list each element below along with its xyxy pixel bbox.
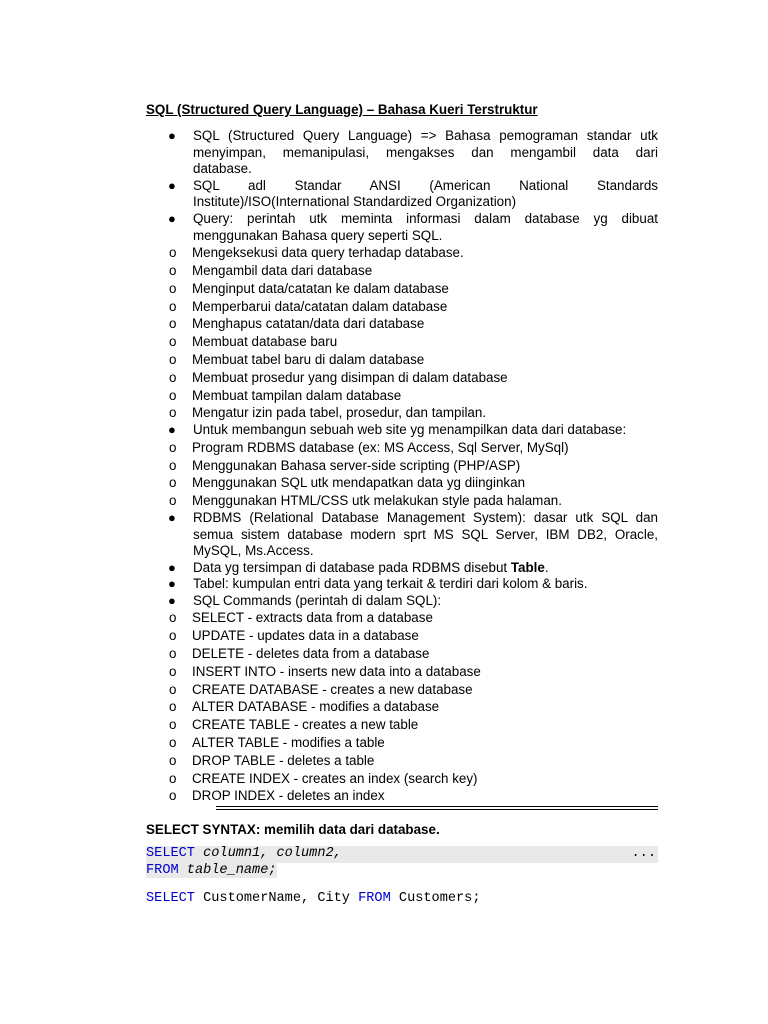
sublist-item: o ALTER DATABASE - modifies a database: [169, 699, 440, 715]
circle-bullet-icon: o: [169, 298, 177, 314]
sublist-item: o Membuat prosedur yang disimpan di dalam database: [169, 369, 508, 385]
sublist-item: o CREATE INDEX - creates an index (search key): [169, 770, 478, 786]
bullet-icon: ●: [168, 509, 176, 525]
circle-bullet-icon: o: [169, 334, 177, 350]
sublist-item: o Menggunakan Bahasa server-side scripting (PHP/ASP): [169, 457, 521, 473]
circle-bullet-icon: o: [169, 717, 177, 733]
main-content: [146, 128, 658, 805]
circle-bullet-icon: o: [169, 245, 177, 261]
code-columns: column1, column2,: [194, 846, 342, 861]
sublist-item: o Mengatur izin pada tabel, prosedur, dan tampilan.: [169, 405, 487, 421]
circle-bullet-icon: o: [169, 369, 177, 385]
circle-bullet-icon: o: [169, 610, 177, 626]
sublist-item: o Mengeksekusi data query terhadap database.: [169, 245, 464, 261]
circle-bullet-icon: o: [169, 699, 177, 715]
web-sublist: [146, 439, 658, 510]
circle-bullet-icon: o: [169, 681, 177, 697]
bullet-icon: ●: [168, 576, 176, 592]
circle-bullet-icon: o: [169, 663, 177, 679]
circle-bullet-icon: o: [169, 457, 177, 473]
sublist-item: o Membuat tampilan dalam database: [169, 387, 402, 403]
circle-bullet-icon: o: [169, 493, 177, 509]
circle-bullet-icon: o: [169, 280, 177, 296]
sublist-item: o Menggunakan SQL utk mendapatkan data yg diinginkan: [169, 475, 526, 491]
sublist-item: o Mengambil data dari database: [169, 262, 373, 278]
circle-bullet-icon: o: [169, 405, 177, 421]
code-example: [146, 891, 480, 906]
double-rule-divider: [216, 806, 658, 810]
sublist-item: o Membuat database baru: [169, 334, 338, 350]
commands-sublist: [146, 609, 658, 805]
syntax-heading: SELECT SYNTAX: memilih data dari database.: [146, 822, 440, 837]
bold-term: Table: [510, 559, 545, 575]
sublist-item: o DROP TABLE - deletes a table: [169, 752, 375, 768]
code-ellipsis: ...: [631, 846, 656, 861]
sublist-item: o UPDATE - updates data in a database: [169, 628, 419, 644]
code-keyword: SELECT: [146, 891, 195, 906]
sublist-item: o SELECT - extracts data from a database: [169, 610, 433, 626]
list-item: ● Data yg tersimpan di database pada RDBMS disebut Table.: [168, 559, 549, 575]
code-keyword: FROM: [358, 891, 391, 906]
code-line-select: [146, 846, 658, 863]
sublist-item: o ALTER TABLE - modifies a table: [169, 735, 385, 751]
sublist-item: o Menggunakan HTML/CSS utk melakukan style pada halaman.: [169, 493, 562, 509]
circle-bullet-icon: o: [169, 262, 177, 278]
list-item: ● Untuk membangun sebuah web site yg menampilkan data dari database: o Program RDBMS database (ex: MS Access, Sql Server, MySql) o Menggunakan Bahasa server-side scripting (PHP/ASP) o Menggunakan SQL utk mendapatkan data yg diinginkan o Menggunakan HTML/CSS utk melakukan style pada halaman.: [146, 422, 658, 510]
bullet-icon: ●: [168, 177, 176, 193]
bullet-icon: ●: [168, 592, 176, 608]
list-item: ● RDBMS (Relational Database Management System): dasar utk SQL dan semua sistem database modern sprt MS SQL Server, IBM DB2, Oracle, MySQL, Ms.Access.: [168, 509, 658, 559]
code-keyword: SELECT: [146, 846, 195, 861]
circle-bullet-icon: o: [169, 735, 177, 751]
sublist-item: o Program RDBMS database (ex: MS Access, Sql Server, MySql): [169, 439, 569, 455]
sublist-item: o Membuat tabel baru di dalam database: [169, 351, 425, 367]
circle-bullet-icon: o: [169, 646, 177, 662]
code-keyword: FROM: [146, 863, 179, 878]
circle-bullet-icon: o: [169, 387, 177, 403]
list-item: ● SQL adl Standar ANSI (American National Standards Institute)/ISO(International Standardized Organization): [168, 177, 658, 210]
query-sublist: [146, 244, 658, 422]
circle-bullet-icon: o: [169, 475, 177, 491]
sublist-item: o CREATE TABLE - creates a new table: [169, 717, 419, 733]
bullet-icon: ●: [168, 559, 176, 575]
code-example-columns: CustomerName, City: [194, 891, 359, 906]
sublist-item: o Memperbarui data/catatan dalam database: [169, 298, 448, 314]
code-line-from: [146, 863, 277, 878]
list-item: ● Tabel: kumpulan entri data yang terkait & terdiri dari kolom & baris.: [168, 576, 588, 592]
circle-bullet-icon: o: [169, 439, 177, 455]
bullet-icon: ●: [168, 128, 176, 143]
page-title: SQL (Structured Query Language) – Bahasa Kueri Terstruktur: [146, 102, 538, 117]
code-example-table: Customers;: [390, 891, 481, 906]
main-bullet-list: [146, 128, 658, 805]
sublist-item: o INSERT INTO - inserts new data into a database: [169, 663, 481, 679]
sublist-item: o Menginput data/catatan ke dalam database: [169, 280, 449, 296]
bullet-icon: ●: [168, 422, 176, 438]
circle-bullet-icon: o: [169, 770, 177, 786]
code-table: table_name;: [178, 863, 277, 878]
circle-bullet-icon: o: [169, 788, 177, 804]
sublist-item: o DELETE - deletes data from a database: [169, 646, 430, 662]
sublist-item: o CREATE DATABASE - creates a new database: [169, 681, 473, 697]
sublist-item: o DROP INDEX - deletes an index: [169, 788, 385, 804]
circle-bullet-icon: o: [169, 316, 177, 332]
list-item: ● SQL (Structured Query Language) => Bahasa pemograman standar utk menyimpan, memanipulasi, mengakses dan mengambil data dari database.: [168, 128, 658, 177]
sublist-item: o Menghapus catatan/data dari database: [169, 316, 425, 332]
list-item: ● SQL Commands (perintah di dalam SQL): o SELECT - extracts data from a database o UPDATE - updates data in a database o DELETE - deletes data from a database o INSERT INTO - inserts new data into a database o CREATE DATABASE - creates a new database o ALTER DATABASE - modifies a database o CREATE TABLE - creates a new table o ALTER TABLE - modifies a table o DROP TABLE - deletes a table o CREATE INDEX - creates an index (search key) o DROP INDEX - deletes an index: [146, 593, 658, 805]
bullet-icon: ●: [168, 210, 176, 226]
circle-bullet-icon: o: [169, 351, 177, 367]
circle-bullet-icon: o: [169, 628, 177, 644]
list-item: ● Query: perintah utk meminta informasi dalam database yg dibuat menggunakan Bahasa query seperti SQL. o Mengeksekusi data query terhadap database. o Mengambil data dari database o Menginput data/catatan ke dalam database o Memperbarui data/catatan dalam database o Menghapus catatan/data dari database o Membuat database baru o Membuat tabel baru di dalam database o Membuat prosedur yang disimpan di dalam database o Membuat tampilan dalam database o Mengatur izin pada tabel, prosedur, dan tampilan.: [146, 211, 658, 422]
circle-bullet-icon: o: [169, 752, 177, 768]
